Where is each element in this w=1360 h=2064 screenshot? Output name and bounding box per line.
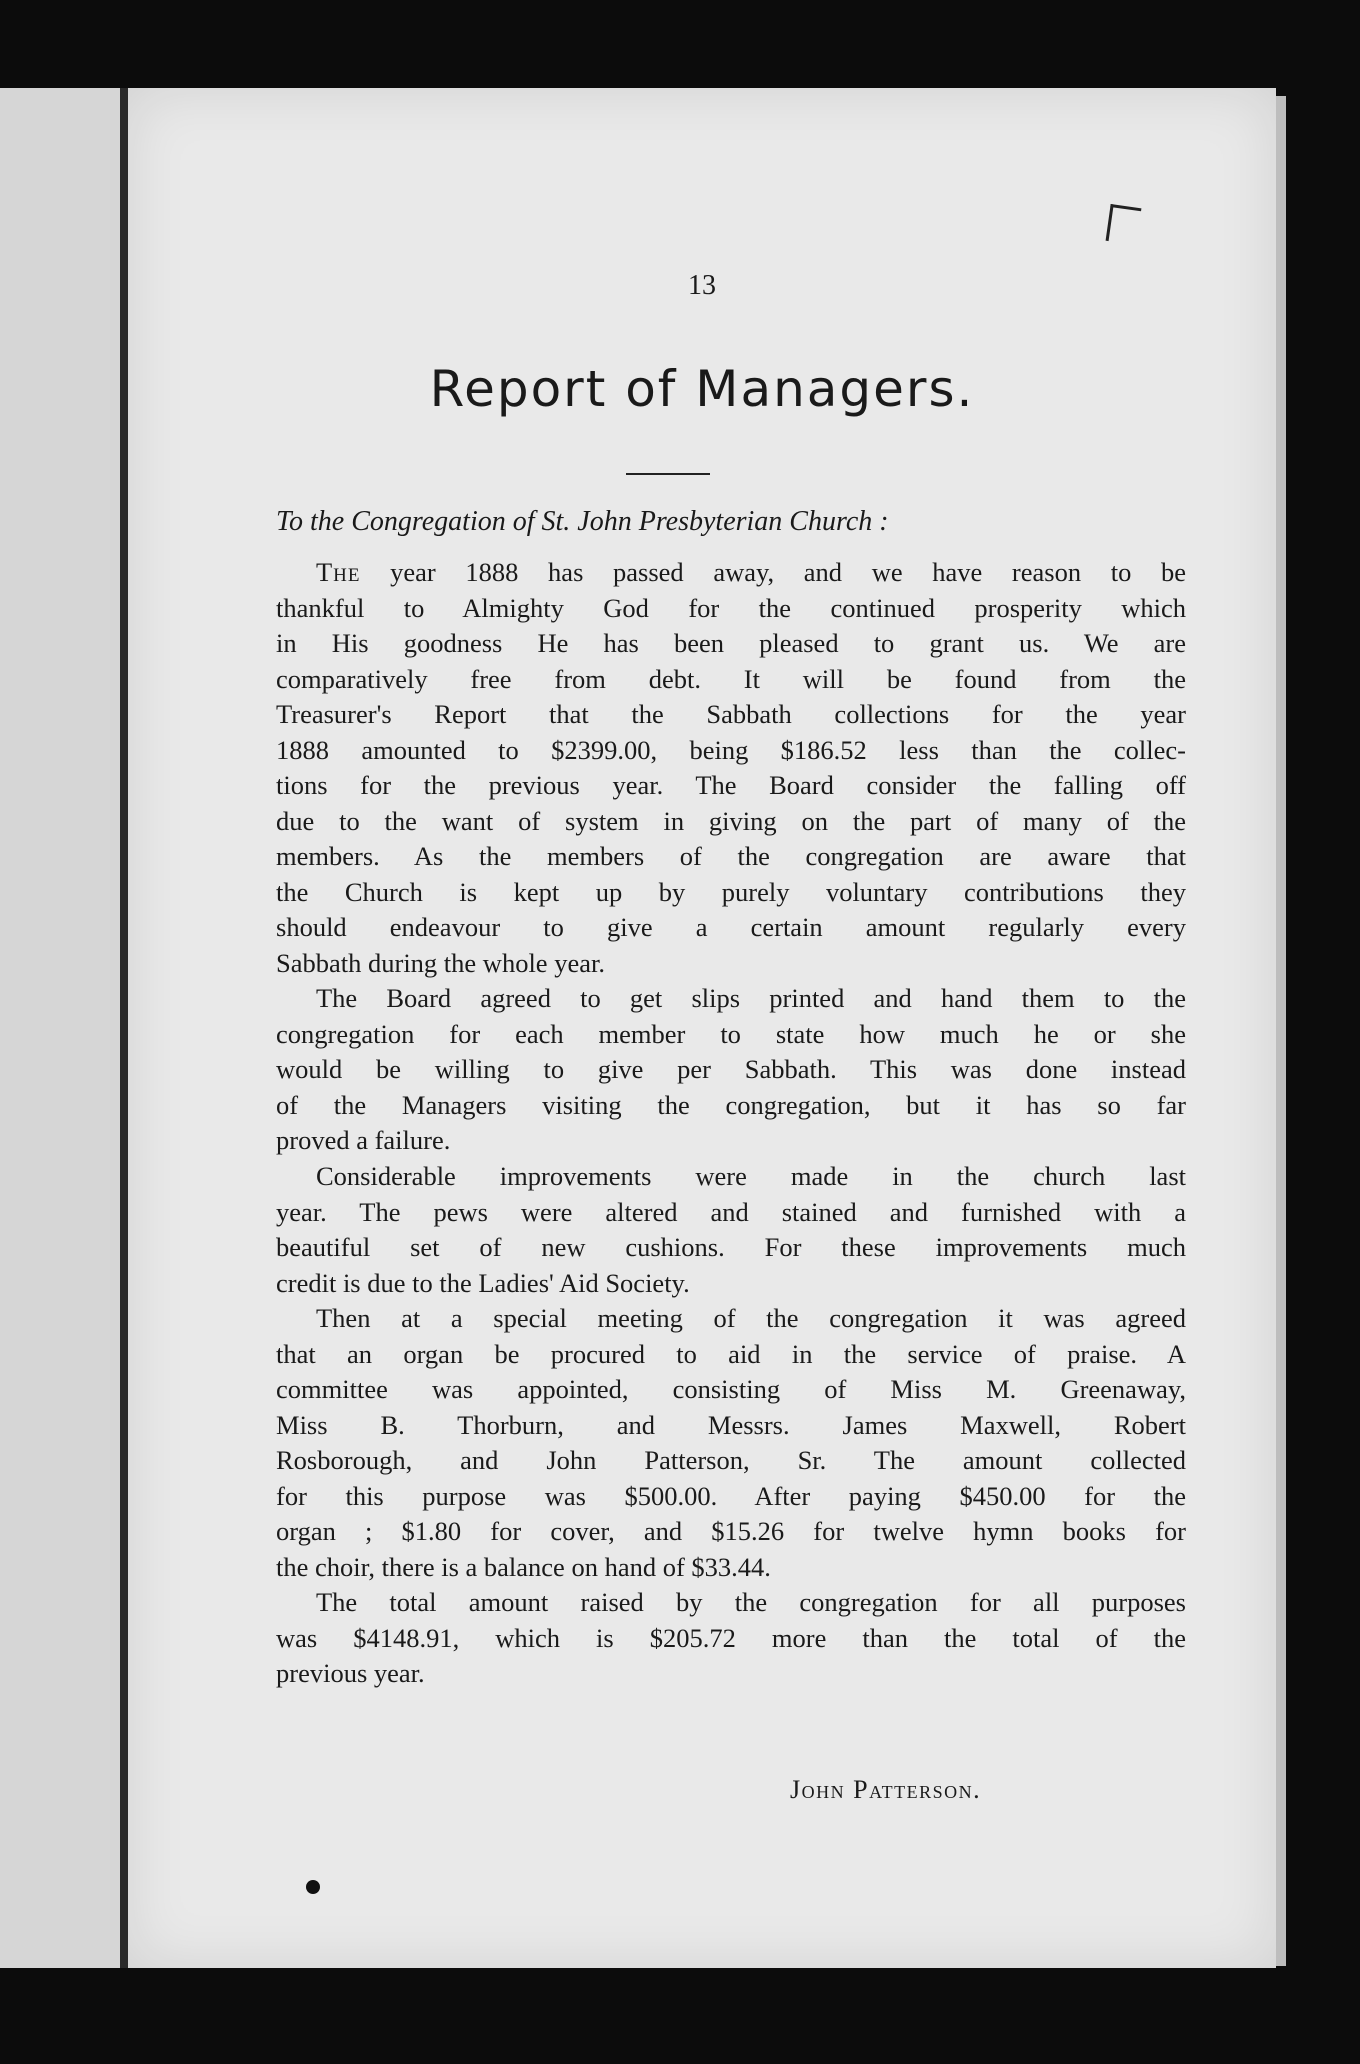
text-line: Rosborough, and John Patterson, Sr. The amount collected — [276, 1445, 1186, 1475]
text-line: year. The pews were altered and stained and furnished with a — [276, 1196, 1186, 1227]
text-line: the choir, there is a balance on hand of $33.44. — [276, 1551, 771, 1582]
text-line: organ ; $1.80 for cover, and $15.26 for twelve hymn books for — [276, 1516, 1186, 1546]
text-line: credit is due to the Ladies' Aid Society. — [276, 1267, 690, 1298]
text-line: of the Managers visiting the congregation, but it has so far — [276, 1089, 1186, 1120]
paragraph-3 — [276, 1159, 1186, 1301]
text-line: Sabbath during the whole year. — [276, 947, 605, 978]
text-line: beautiful set of new cushions. For these improvements much — [276, 1232, 1186, 1262]
text-line: proved a failure. — [276, 1125, 451, 1155]
page-title: Report of Managers. — [429, 360, 975, 418]
text-line: was $4148.91, which is $205.72 more than the total of the — [276, 1622, 1186, 1653]
text-line: the Church is kept up by purely voluntary contributions they — [276, 876, 1186, 907]
text-line: comparatively free from debt. It will be found from the — [276, 663, 1186, 694]
pencil-mark — [1106, 204, 1142, 245]
text-line: in His goodness He has been pleased to grant us. We are — [276, 628, 1186, 658]
paragraph-1 — [276, 555, 1186, 981]
salutation: To the Congregation of St. John Presbyterian Church : — [276, 506, 889, 537]
page-number: 13 — [688, 270, 716, 301]
paragraph-4 — [276, 1301, 1186, 1585]
text-line: congregation for each member to state how much he or she — [276, 1018, 1186, 1049]
text-line: The Board agreed to get slips printed and hand them to the — [316, 983, 1186, 1013]
text-line: committee was appointed, consisting of Miss M. Greenaway, — [276, 1374, 1186, 1404]
binding-gutter — [120, 88, 128, 1968]
text-line: Then at a special meeting of the congregation it was agreed — [316, 1303, 1186, 1333]
text-line: Treasurer's Report that the Sabbath collections for the year — [276, 699, 1186, 729]
text-line: for this purpose was $500.00. After paying $450.00 for the — [276, 1480, 1186, 1511]
text-line: 1888 amounted to $2399.00, being $186.52 less than the collec- — [276, 734, 1186, 765]
text-line: due to the want of system in giving on the part of many of the — [276, 805, 1186, 836]
text-line: The year 1888 has passed away, and we have reason to be — [316, 557, 1186, 587]
signature: John Patterson. — [790, 1775, 982, 1804]
lead-word: The — [316, 557, 361, 587]
text-line: thankful to Almighty God for the continued prosperity which — [276, 592, 1186, 623]
paragraph-5 — [276, 1585, 1186, 1692]
text-line: previous year. — [276, 1658, 425, 1688]
page-edge-shadow — [1276, 96, 1286, 1966]
paragraph-2 — [276, 981, 1186, 1159]
text-line: would be willing to give per Sabbath. This was done instead — [276, 1054, 1186, 1084]
text-line: should endeavour to give a certain amount regularly every — [276, 912, 1186, 942]
text-line: that an organ be procured to aid in the service of praise. A — [276, 1338, 1186, 1369]
ink-blot — [306, 1880, 320, 1894]
text-line: Considerable improvements were made in the church last — [316, 1161, 1186, 1191]
title-divider — [626, 473, 710, 475]
facing-page-edge — [0, 88, 124, 1968]
text-line: Miss B. Thorburn, and Messrs. James Maxwell, Robert — [276, 1409, 1186, 1440]
text-line: tions for the previous year. The Board consider the falling off — [276, 770, 1186, 800]
text-line: The total amount raised by the congregation for all purposes — [316, 1587, 1186, 1617]
text-line: members. As the members of the congregation are aware that — [276, 841, 1186, 871]
document-page — [128, 88, 1276, 1968]
